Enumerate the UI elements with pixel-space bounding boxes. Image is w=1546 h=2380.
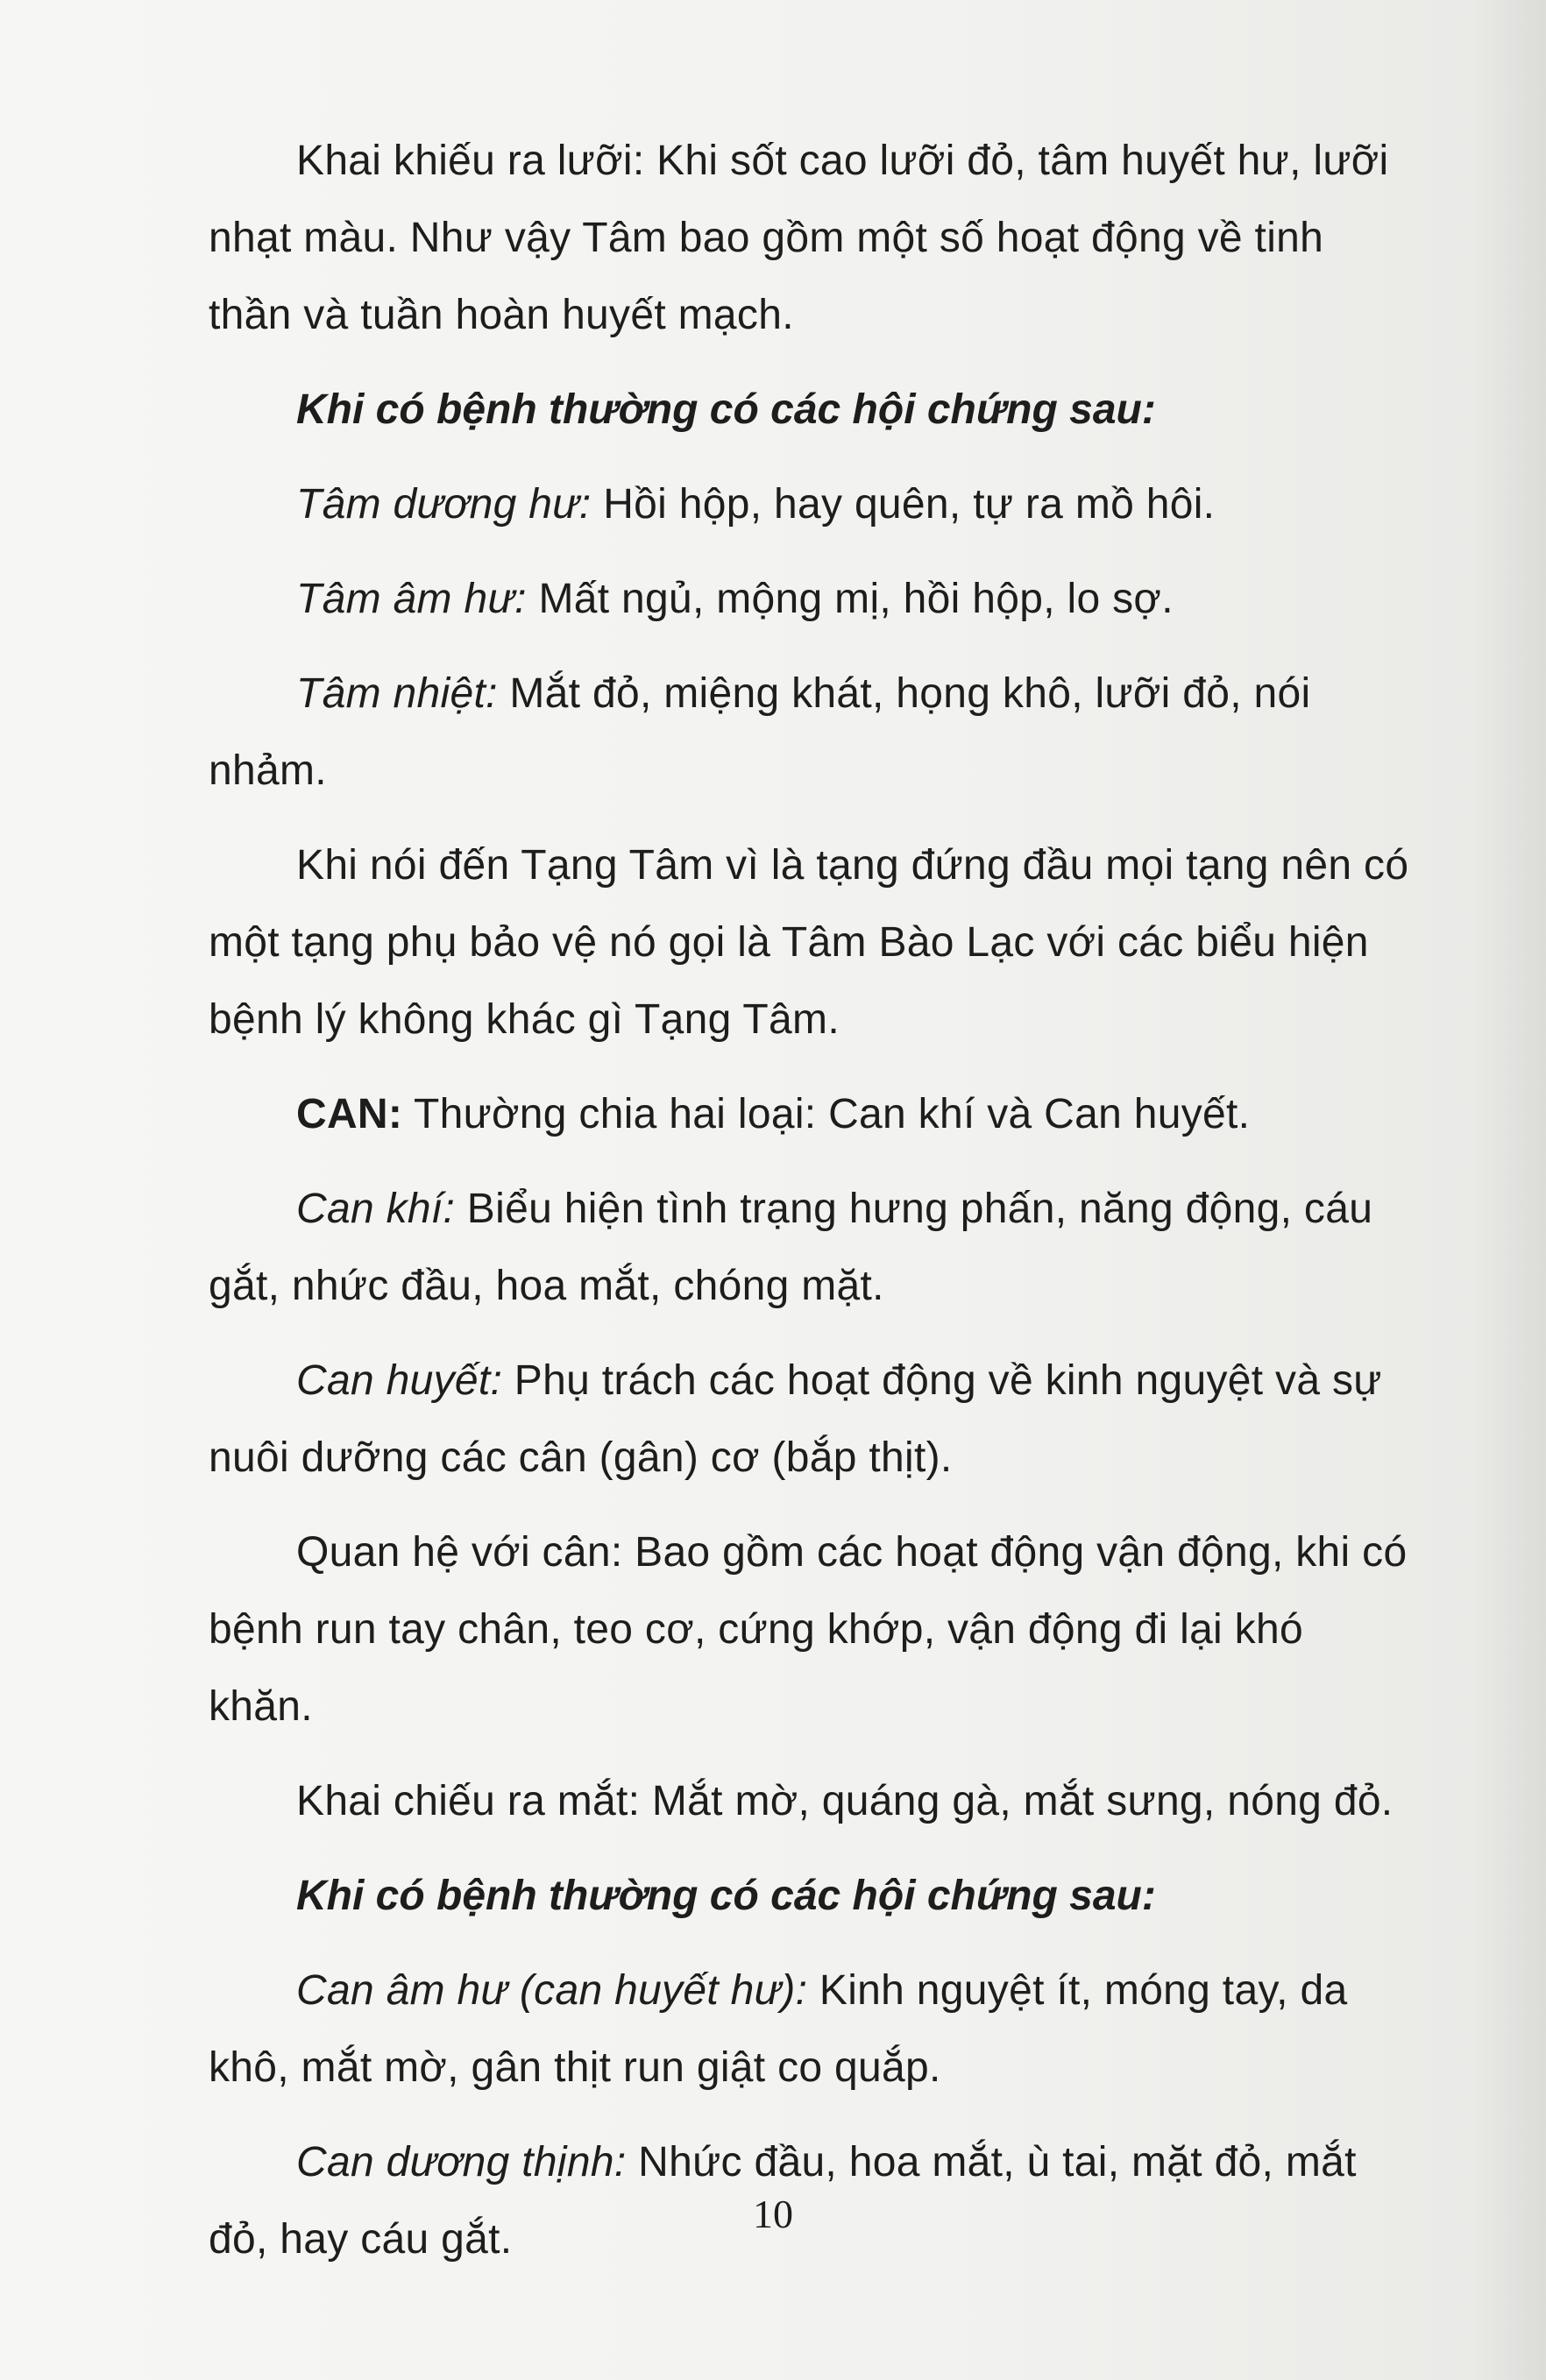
- page-gutter-shadow: [1467, 0, 1546, 2380]
- paragraph-tam-nhiet: Tâm nhiệt: Mắt đỏ, miệng khát, họng khô, lưỡi đỏ, nói nhảm.: [209, 670, 1311, 794]
- body-text: [209, 123, 1409, 2296]
- paragraph-quan-he-voi-can: Quan hệ với cân: Bao gồm các hoạt động vận động, khi có bệnh run tay chân, teo cơ, cứng khớp, vận động đi lại khó khăn.: [209, 1529, 1408, 1730]
- paragraph-can-duong-thinh: Can dương thịnh: Nhức đầu, hoa mắt, ù tai, mặt đỏ, mắt đỏ, hay cáu gắt.: [209, 2139, 1357, 2263]
- paragraph-tam-am-hu: Tâm âm hư: Mất ngủ, mộng mị, hồi hộp, lo sợ.: [296, 576, 1174, 622]
- paragraph-can: CAN: Thường chia hai loại: Can khí và Can huyết.: [296, 1091, 1251, 1137]
- section-heading-can: Khi có bệnh thường có các hội chứng sau:: [296, 1873, 1156, 1919]
- paragraph-tam-bao-lac: Khi nói đến Tạng Tâm vì là tạng đứng đầu mọi tạng nên có một tạng phụ bảo vệ nó gọi là Tâm Bào Lạc với các biểu hiện bệnh lý không khác gì Tạng Tâm.: [209, 842, 1409, 1043]
- paragraph-tam-duong-hu: Tâm dương hư: Hồi hộp, hay quên, tự ra mồ hôi.: [296, 481, 1216, 528]
- paragraph-tongue: Khai khiếu ra lưỡi: Khi sốt cao lưỡi đỏ, tâm huyết hư, lưỡi nhạt màu. Như vậy Tâm bao gồm một số hoạt động về tinh thần và tuần hoàn huyết mạch.: [209, 138, 1389, 338]
- paragraph-khai-chieu-ra-mat: Khai chiếu ra mắt: Mắt mờ, quáng gà, mắt sưng, nóng đỏ.: [296, 1778, 1394, 1824]
- paragraph-can-khi: Can khí: Biểu hiện tình trạng hưng phấn, năng động, cáu gắt, nhức đầu, hoa mắt, chóng mặt.: [209, 1186, 1373, 1309]
- section-heading-tam: Khi có bệnh thường có các hội chứng sau:: [296, 386, 1156, 433]
- paragraph-can-am-hu: Can âm hư (can huyết hư): Kinh nguyệt ít, móng tay, da khô, mắt mờ, gân thịt run giật co quắp.: [209, 1967, 1348, 2091]
- page-number: 10: [753, 2192, 793, 2236]
- paragraph-can-huyet: Can huyết: Phụ trách các hoạt động về kinh nguyệt và sự nuôi dưỡng các cân (gân) cơ (bắp thịt).: [209, 1357, 1382, 1481]
